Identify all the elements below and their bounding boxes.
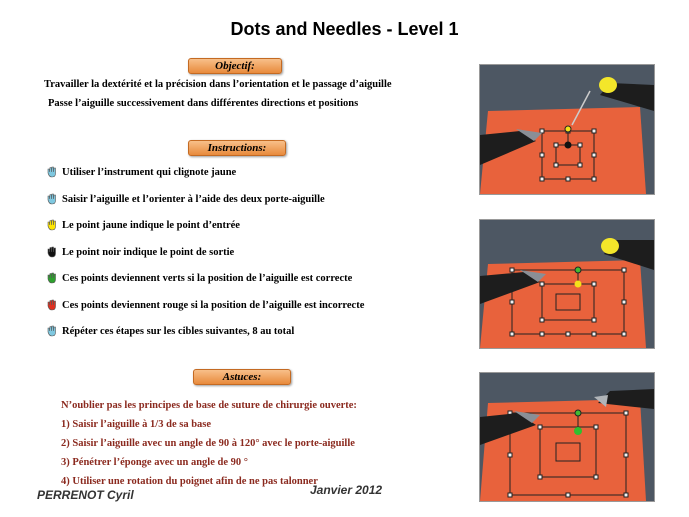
instruction-item — [46, 299, 364, 311]
author-name: PERRENOT Cyril — [37, 488, 134, 502]
hand-light-blue-icon — [46, 325, 58, 337]
instruction-text: Répéter ces étapes sur les cibles suivantes, 8 au total — [62, 325, 295, 337]
tips-item-4: 4) Utiliser une rotation du poignet afin de ne pas talonner — [61, 476, 318, 487]
objective-header: Objectif: — [188, 58, 282, 74]
date-label: Janvier 2012 — [310, 483, 383, 497]
hand-yellow-icon — [46, 219, 58, 231]
instruction-item — [46, 246, 234, 258]
instruction-item — [46, 166, 236, 178]
hand-light-blue-icon — [46, 193, 58, 205]
scene-image-1 — [479, 64, 655, 195]
hand-black-icon — [46, 246, 58, 258]
objective-line-1: Travailler la dextérité et la précision dans l’orientation et le passage d’aiguille — [44, 79, 392, 90]
instruction-item — [46, 272, 352, 284]
hand-light-blue-icon — [46, 166, 58, 178]
scene-image-2 — [479, 219, 655, 349]
instruction-text: Le point jaune indique le point d’entrée — [62, 219, 240, 231]
instruction-text: Saisir l’aiguille et l’orienter à l’aide des deux porte-aiguille — [62, 193, 325, 205]
objective-line-2: Passe l’aiguille successivement dans différentes directions et positions — [48, 98, 359, 109]
tips-header: Astuces: — [193, 369, 291, 385]
tips-item-1: 1) Saisir l’aiguille à 1/3 de sa base — [61, 419, 212, 430]
tips-item-3: 3) Pénétrer l’éponge avec un angle de 90 ° — [61, 457, 248, 468]
instruction-item — [46, 193, 325, 205]
tips-item-2: 2) Saisir l’aiguille avec un angle de 90 à 120° avec le porte-aiguille — [61, 438, 355, 449]
hand-red-icon — [46, 299, 58, 311]
instruction-text: Utiliser l’instrument qui clignote jaune — [62, 166, 237, 178]
instruction-text: Le point noir indique le point de sortie — [62, 246, 235, 258]
tips-intro: N’oublier pas les principes de base de suture de chirurgie ouverte: — [61, 400, 357, 411]
instructions-header: Instructions: — [188, 140, 286, 156]
instruction-item — [46, 325, 294, 337]
instruction-item — [46, 219, 240, 231]
page-title: Dots and Needles - Level 1 — [230, 19, 459, 39]
hand-green-icon — [46, 272, 58, 284]
instruction-text: Ces points deviennent rouge si la position de l’aiguille est incorrecte — [62, 299, 365, 311]
instruction-text: Ces points deviennent verts si la position de l’aiguille est correcte — [62, 272, 353, 284]
scene-image-3 — [479, 372, 655, 502]
